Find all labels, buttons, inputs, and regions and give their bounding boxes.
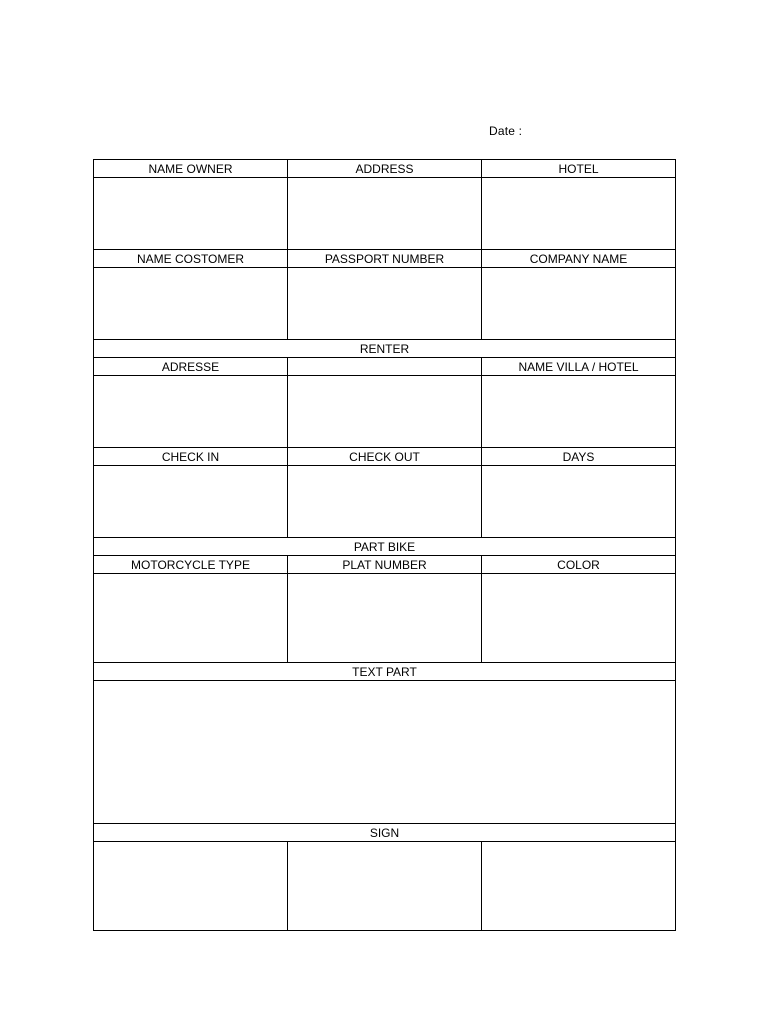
days-header: DAYS (482, 448, 676, 466)
check-in-header: CHECK IN (94, 448, 288, 466)
address-field[interactable] (288, 178, 482, 250)
renter-input-row (94, 376, 676, 448)
passport-number-header: PASSPORT NUMBER (288, 250, 482, 268)
renter-header-row (94, 358, 676, 376)
owner-header-row (94, 160, 676, 178)
blank-field[interactable] (288, 376, 482, 448)
date-label: Date : (489, 124, 523, 138)
bike-input-row (94, 574, 676, 663)
sign-field-1[interactable] (94, 842, 288, 931)
check-out-field[interactable] (288, 466, 482, 538)
name-customer-header: NAME COSTOMER (94, 250, 288, 268)
customer-header-row (94, 250, 676, 268)
check-out-header: CHECK OUT (288, 448, 482, 466)
customer-input-row (94, 268, 676, 340)
color-field[interactable] (482, 574, 676, 663)
sign-field-3[interactable] (482, 842, 676, 931)
name-villa-hotel-field[interactable] (482, 376, 676, 448)
color-header: COLOR (482, 556, 676, 574)
rental-form-table (93, 159, 676, 931)
days-field[interactable] (482, 466, 676, 538)
company-name-field[interactable] (482, 268, 676, 340)
adresse-field[interactable] (94, 376, 288, 448)
name-owner-header: NAME OWNER (94, 160, 288, 178)
hotel-header: HOTEL (482, 160, 676, 178)
renter-section-title: RENTER (94, 340, 676, 358)
company-name-header: COMPANY NAME (482, 250, 676, 268)
plat-number-header: PLAT NUMBER (288, 556, 482, 574)
motorcycle-type-header: MOTORCYCLE TYPE (94, 556, 288, 574)
plat-number-field[interactable] (288, 574, 482, 663)
sign-field-2[interactable] (288, 842, 482, 931)
owner-input-row (94, 178, 676, 250)
blank-header (288, 358, 482, 376)
part-bike-section-title: PART BIKE (94, 538, 676, 556)
stay-input-row (94, 466, 676, 538)
adresse-header: ADRESSE (94, 358, 288, 376)
address-header: ADDRESS (288, 160, 482, 178)
text-part-field[interactable] (94, 681, 676, 824)
hotel-field[interactable] (482, 178, 676, 250)
stay-header-row (94, 448, 676, 466)
name-villa-hotel-header: NAME VILLA / HOTEL (482, 358, 676, 376)
sign-input-row (94, 842, 676, 931)
text-part-section-title: TEXT PART (94, 663, 676, 681)
name-owner-field[interactable] (94, 178, 288, 250)
motorcycle-type-field[interactable] (94, 574, 288, 663)
sign-section-title: SIGN (94, 824, 676, 842)
passport-number-field[interactable] (288, 268, 482, 340)
sign-title-row (94, 824, 676, 842)
check-in-field[interactable] (94, 466, 288, 538)
bike-header-row (94, 556, 676, 574)
text-part-input-row (94, 681, 676, 824)
renter-title-row (94, 340, 676, 358)
bike-title-row (94, 538, 676, 556)
name-customer-field[interactable] (94, 268, 288, 340)
text-part-title-row (94, 663, 676, 681)
